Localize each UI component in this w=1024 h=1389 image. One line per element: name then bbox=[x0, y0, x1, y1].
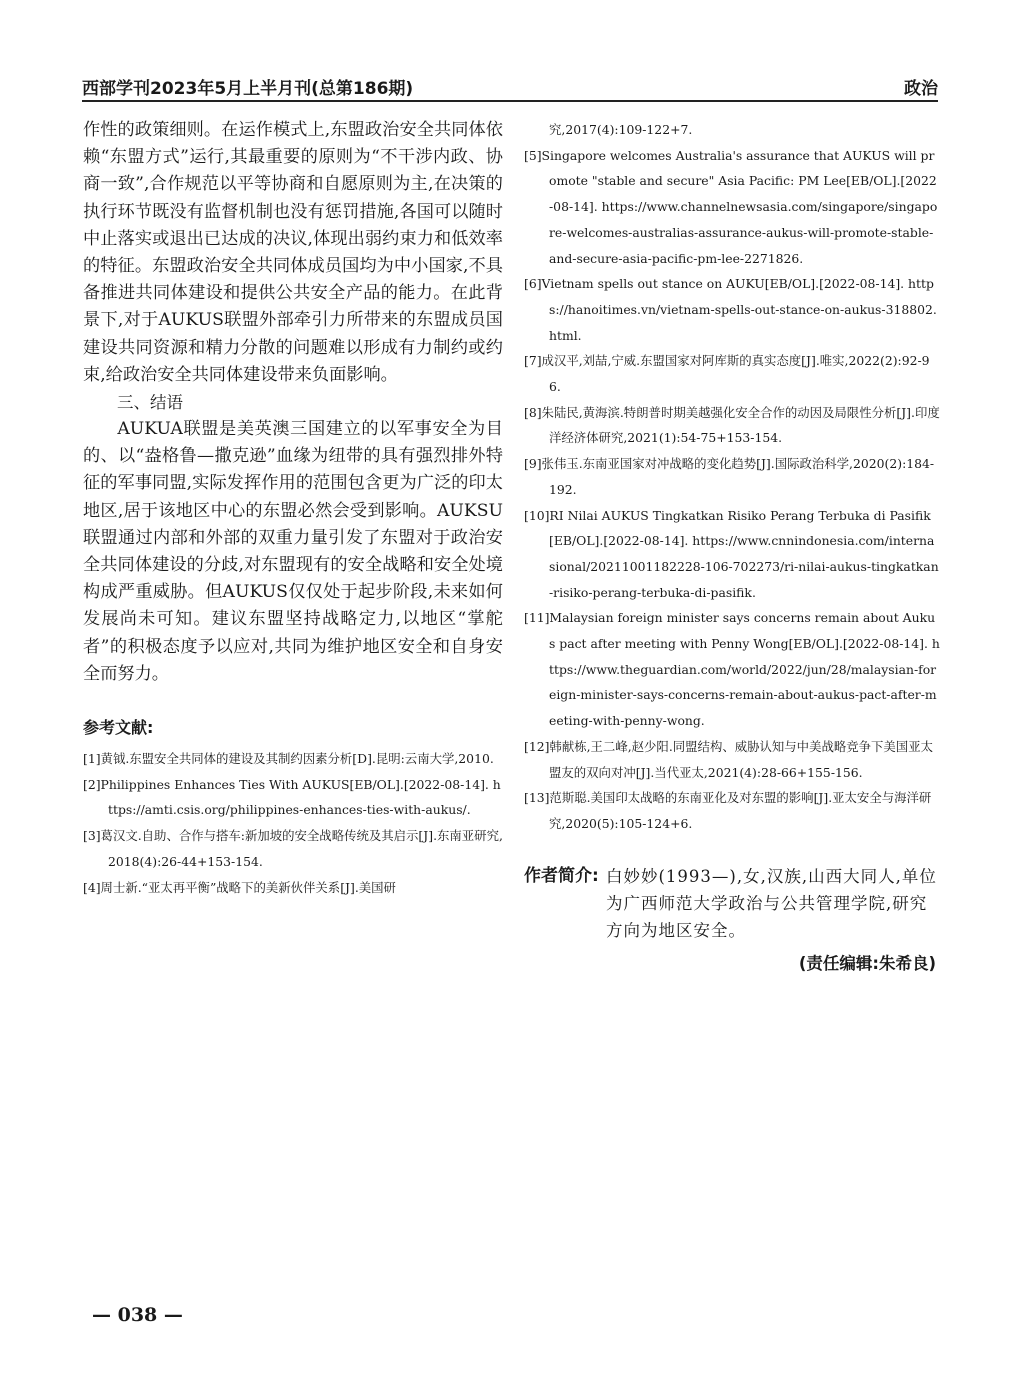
reference-item: [4]周士新.“亚太再平衡”战略下的美新伙伴关系[J].美国研 bbox=[83, 879, 396, 895]
reference-item: [9]张伟玉.东南亚国家对冲战略的变化趋势[J].国际政治科学,2020(2):184-192. bbox=[524, 456, 935, 497]
author-bio-text: 白妙妙(1993—),女,汉族,山西大同人,单位为广西师范大学政治与公共管理学院,研究方向为地区安全。 bbox=[606, 866, 937, 940]
page-number: — 038 — bbox=[92, 1304, 183, 1326]
reference-item: [2]Philippines Enhances Ties With AUKUS[EB/OL].[2022-08-14]. https://amti.csis.org/philippines-enhances-ties-with-aukus/. bbox=[83, 776, 501, 818]
author-bio-label: 作者简介: bbox=[524, 865, 599, 886]
responsible-editor: (责任编辑:朱希良) bbox=[798, 953, 936, 973]
reference-item: [7]成汉平,刘喆,宁威.东盟国家对阿库斯的真实态度[J].唯实,2022(2):92-96. bbox=[524, 353, 930, 395]
reference-continuation: 究,2017(4):109-122+7. bbox=[549, 122, 693, 137]
body-paragraph: 作性的政策细则。在运作模式上,东盟政治安全共同体依赖“东盟方式”运行,其最重要的原则为“不干涉内政、协商一致”,合作规范以平等协商和自愿原则为主,在决策的执行环节既没有监督机制也没有惩罚措施,各国可以随时中止落实或退出已达成的决议,体现出弱约束力和低效率的特征。东盟政治安全共同体成员国均为中小国家,不具备推进共同体建设和提供公共安全产品的能力。在此背景下,对于AUKUS联盟外部牵引力所带来的东盟成员国建设共同资源和精力分散的问题难以形成有力制约或约束,给政治安全共同体建设带来负面影响。 bbox=[83, 120, 503, 385]
section-heading: 三、结语 bbox=[117, 393, 183, 413]
reference-item: [10]RI Nilai AUKUS Tingkatkan Risiko Perang Terbuka di Pasifik[EB/OL].[2022-08-14]. https://www.cnnindonesia.com/internasional/20211001182228-106-702273/ri-nilai-aukus-tingkatkan-risiko-perang-terbuka-di-pasifik. bbox=[524, 507, 939, 600]
reference-item: [1]黄钺.东盟安全共同体的建设及其制约因素分析[D].昆明:云南大学,2010. bbox=[83, 751, 494, 767]
reference-item: [3]葛汉文.自助、合作与搭车:新加坡的安全战略传统及其启示[J].东南亚研究,2018(4):26-44+153-154. bbox=[83, 828, 503, 869]
reference-item: [5]Singapore welcomes Australia's assurance that AUKUS will promote "stable and secure" Asia Pacific: PM Lee[EB/OL].[2022-08-14]. https://www.channelnewsasia.com/singapore/singapore-welcomes-australias-assurance-aukus-will-promote-stable-and-secure-asia-pacific-pm-lee-2271826. bbox=[524, 147, 938, 266]
reference-item: [8]朱陆民,黄海滨.特朗普时期美越强化安全合作的动因及局限性分析[J].印度洋经济体研究,2021(1):54-75+153-154. bbox=[524, 404, 940, 446]
body-paragraph: AUKUA联盟是美英澳三国建立的以军事安全为目的、以“盎格鲁—撒克逊”血缘为纽带的具有强烈排外特征的军事同盟,实际发挥作用的范围包含更为广泛的印太地区,居于该地区中心的东盟必然会受到影响。AUKSU联盟通过内部和外部的双重力量引发了东盟对于政治安全共同体建设的分歧,对东盟现有的安全战略和安全处境构成严重威胁。但AUKUS仅仅处于起步阶段,未来如何发展尚未可知。建议东盟坚持战略定力,以地区“掌舵者”的积极态度予以应对,共同为维护地区安全和自身安全而努力。 bbox=[83, 419, 503, 684]
reference-item: [13]范斯聪.美国印太战略的东南亚化及对东盟的影响[J].亚太安全与海洋研究,2020(5):105-124+6. bbox=[524, 790, 932, 831]
right-column bbox=[524, 117, 940, 974]
left-column bbox=[83, 117, 503, 900]
journal-title: 西部学刊2023年5月上半月刊(总第186期) bbox=[82, 79, 414, 99]
reference-item: [6]Vietnam spells out stance on AUKU[EB/OL].[2022-08-14]. https://hanoitimes.vn/vietnam-spells-out-stance-on-aukus-318802.html. bbox=[524, 276, 937, 343]
references-heading: 参考文献: bbox=[83, 718, 154, 738]
page-header bbox=[82, 72, 938, 102]
reference-item: [11]Malaysian foreign minister says concerns remain about Aukus pact after meeting with Penny Wong[EB/OL].[2022-08-14]. https://www.theguardian.com/world/2022/jun/28/malaysian-foreign-minister-says-concerns-remain-about-aukus-pact-after-meeting-with-penny-wong. bbox=[524, 610, 940, 729]
reference-item: [12]韩献栋,王二峰,赵少阳.同盟结构、威胁认知与中美战略竞争下美国亚太盟友的双向对冲[J].当代亚太,2021(4):28-66+155-156. bbox=[524, 738, 933, 780]
author-bio bbox=[524, 863, 940, 944]
section-name: 政治 bbox=[904, 79, 938, 99]
